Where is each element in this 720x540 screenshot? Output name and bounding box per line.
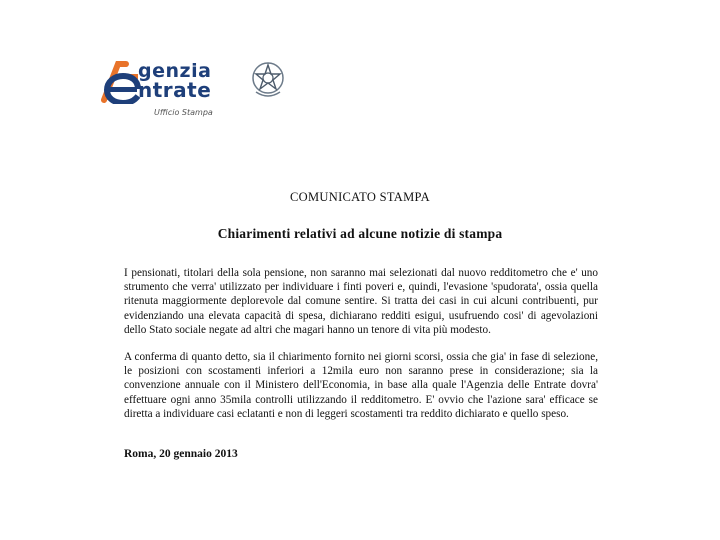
body-paragraph-1: I pensionati, titolari della sola pensione, non saranno mai selezionati dal nuovo redditometro che e' uno strumento che verra' utilizzato per individuare i finti poveri e, quindi, l'evasione 'spudorata', ossia quella ritenuta maggiormente deplorevole dal comune sentire. Si tratta dei casi in cui alcuni contribuenti, pur evidenziando una elevata capacità di spesa, dichiarano redditi esigui, usufruendo cosi' di agevolazioni dello Stato sociale negate ad altri che magari hanno un tenore di vita più modesto. (124, 267, 598, 336)
logo-subtitle: Ufficio Stampa (154, 108, 213, 117)
body-paragraph-2: A conferma di quanto detto, sia il chiarimento fornito nei giorni scorsi, ossia che gia' in fase di selezione, le posizioni con scostamenti inferiori a 12mila euro non saranno prese in considerazione; sia la convenzione annuale con il Ministero dell'Economia, in base alla quale l'Agenzia delle Entrate dovra' effettuare ogni anno 35mila controlli utilizzando il redditometro. E' ovvio che l'azione sara' efficace se diretta a individuare casi eclatanti e non di leggeri scostamenti tra reddito dichiarato e quello speso. (124, 351, 598, 420)
place-and-date: Roma, 20 gennaio 2013 (124, 448, 238, 460)
italian-republic-emblem-icon (250, 58, 286, 100)
agenzia-entrate-logo (98, 58, 298, 128)
document-title: Chiarimenti relativi ad alcune notizie di stampa (217, 226, 503, 241)
logo-text-entrate: ntrate (138, 78, 212, 102)
logo-text-agenzia: genzia (138, 60, 212, 82)
document-label: COMUNICATO STAMPA (290, 190, 430, 204)
